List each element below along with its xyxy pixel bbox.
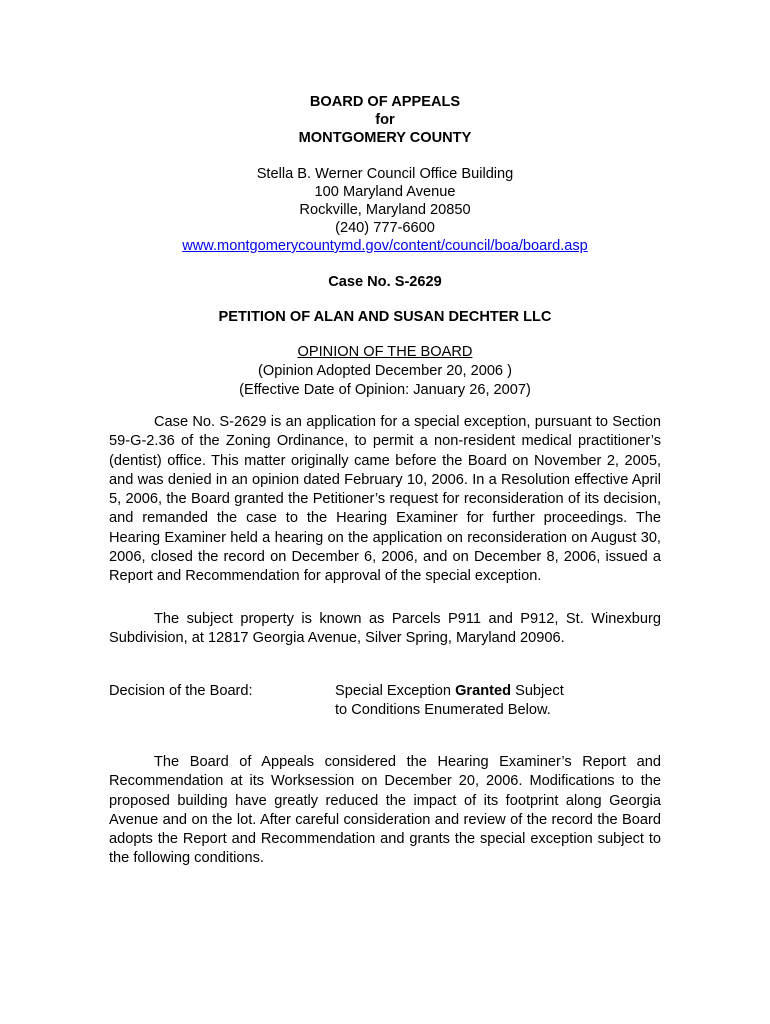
- decision-value: [335, 682, 665, 720]
- decision-label: Decision of the Board:: [109, 683, 253, 699]
- opinion-effective-date: (Effective Date of Opinion: January 26, 2007): [239, 382, 531, 398]
- opinion-adopted-date: (Opinion Adopted December 20, 2006 ): [258, 363, 512, 379]
- decision-prefix: Special Exception: [335, 683, 456, 699]
- paragraph-board-decision: The Board of Appeals considered the Hearing Examiner’s Report and Recommendation at its Worksession on December 20, 2006. Modifications to the proposed building have greatly reduced the impact of its footprint along Georgia Avenue and on the lot. After careful consideration and review of the record the Board adopts the Report and Recommendation and grants the special exception subject to the following conditions.: [109, 754, 661, 867]
- petition-title: PETITION OF ALAN AND SUSAN DECHTER LLC: [218, 309, 552, 325]
- opinion-heading: [0, 343, 770, 400]
- decision-suffix: Subject: [511, 683, 564, 699]
- paragraph-property: The subject property is known as Parcels P911 and P912, St. Winexburg Subdivision, at 12817 Georgia Avenue, Silver Spring, Maryland 20906.: [109, 611, 661, 647]
- case-number: Case No. S-2629: [328, 274, 442, 290]
- county-title: MONTGOMERY COUNTY: [298, 130, 472, 146]
- phone-number: (240) 777-6600: [335, 220, 435, 236]
- website-line: [0, 237, 770, 255]
- opinion-title: OPINION OF THE BOARD: [297, 344, 473, 360]
- board-title: BOARD OF APPEALS: [309, 94, 461, 110]
- decision-conditions: to Conditions Enumerated Below.: [335, 702, 551, 718]
- website-link[interactable]: www.montgomerycountymd.gov/content/council/boa/board.asp: [182, 238, 588, 254]
- address-city: Rockville, Maryland 20850: [299, 202, 471, 218]
- letterhead: [0, 93, 770, 255]
- decision-granted: Granted: [455, 683, 512, 699]
- address-building: Stella B. Werner Council Office Building: [256, 166, 514, 182]
- paragraph-application: Case No. S-2629 is an application for a special exception, pursuant to Section 59-G-2.36 of the Zoning Ordinance, to permit a non-resident medical practitioner’s (dentist) office. This matter originally came before the Board on November 2, 2005, and was denied in an opinion dated February 10, 2006. In a Resolution effective April 5, 2006, the Board granted the Petitioner’s request for reconsideration of its decision, and remanded the case to the Hearing Examiner for further proceedings. The Hearing Examiner held a hearing on the application on reconsideration on August 30, 2006, closed the record on December 6, 2006, and on December 8, 2006, issued a Report and Recommendation for approval of the special exception.: [109, 414, 661, 585]
- address-street: 100 Maryland Avenue: [314, 184, 456, 200]
- board-title-for: for: [375, 112, 395, 128]
